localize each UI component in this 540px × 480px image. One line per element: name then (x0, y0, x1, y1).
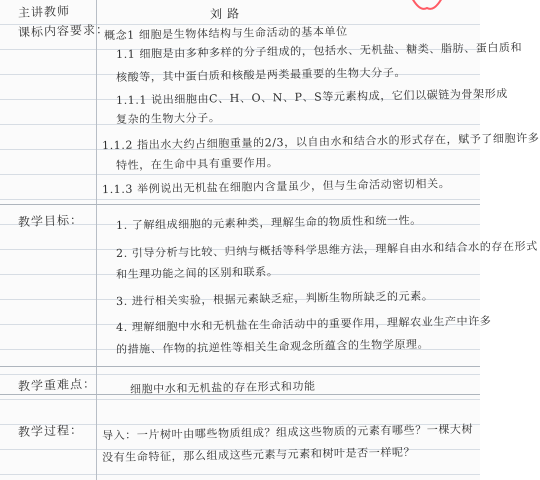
key-points-line: 细胞中水和无机盐的存在形式和功能 (129, 379, 316, 396)
content-line: 1.1.3 举例说出无机盐在细胞内含量虽少，但与生命活动密切相关。 (101, 177, 451, 197)
goal-line: 的措施、作物的抗逆性等相关生命观念所蕴含的生物学原理。 (115, 337, 430, 357)
content-line: 特性，在生命中具有重要作用。 (115, 156, 279, 173)
teacher-label: 主讲教师 (17, 4, 71, 20)
content-line: 复杂的生物大分子。 (115, 111, 221, 127)
goals-label: 教学目标： (17, 212, 84, 230)
key-points-label: 教学重难点： (17, 376, 97, 394)
content-line: 核酸等，其中蛋白质和核酸是两类最重要的生物大分子。 (115, 65, 407, 85)
content-line: 1.1.1 说出细胞由C、H、O、N、P、S等元素构成，它们以碳链为骨架形成 (115, 87, 508, 108)
content-line: 1.1.2 指出水大约占细胞重量的2/3，以自由水和结合水的形式存在，赋予了细胞许多 (101, 131, 540, 153)
process-line: 没有生命特征，那么组成这些元素与元素和树叶是否一样呢？ (101, 445, 416, 465)
goal-line: 1. 了解组成细胞的元素种类，理解生命的物质性和统一性。 (115, 213, 422, 233)
process-label: 教学过程： (17, 422, 84, 440)
goal-line: 4. 理解细胞中水和无机盐在生命活动中的重要作用，理解农业生产中许多 (115, 314, 492, 335)
section-divider (0, 366, 480, 367)
section-divider (0, 204, 480, 205)
process-line: 导入：一片树叶由哪些物质组成？组成这些物质的元素有哪些？一棵大树 (101, 422, 474, 443)
content-line: 1.1 细胞是由多种多样的分子组成的，包括水、无机盐、糖类、脂肪、蛋白质和 (115, 40, 523, 62)
content-line: 概念1 细胞是生物体结构与生命活动的基本单位 (103, 24, 348, 43)
goal-line: 3. 进行相关实验，根据元素缺乏症，判断生物所缺乏的元素。 (115, 289, 434, 309)
margin-line (96, 0, 97, 480)
teacher-name: 刘 路 (209, 6, 240, 22)
goal-line: 2. 引导分析与比较、归纳与概括等科学思维方法，理解自由水和结合水的存在形式 (115, 239, 538, 261)
goal-line: 和生理功能之间的区别和联系。 (115, 265, 279, 282)
content-label: 课标内容要求： (17, 22, 110, 40)
